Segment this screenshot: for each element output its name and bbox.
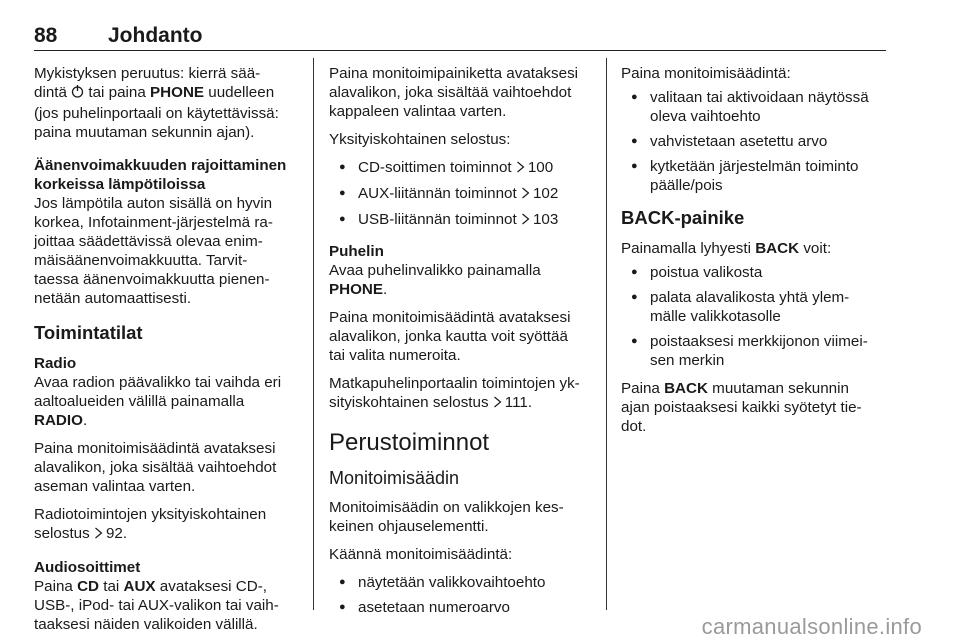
list-item: ● USB-liitännän toiminnot 103 xyxy=(329,210,597,230)
page-reference-link[interactable]: 92 xyxy=(105,525,123,542)
page-header xyxy=(34,24,886,51)
list-item: ● poistaaksesi merkkijonon viimei- sen merkin xyxy=(621,332,889,370)
list-item: ● näytetään valikkovaihtoehto xyxy=(329,573,597,592)
multifunction-knob-heading: Monitoimisäädin xyxy=(329,468,460,488)
page-reference-link[interactable]: 102 xyxy=(532,185,559,202)
mute-paragraph: Mykistyksen peruutus: kierrä sää- dintä tai paina PHONE uudelleen (jos puhelinportaali on käytettävissä: paina muutaman sekunnin ajan). xyxy=(34,65,279,141)
list-item: ● AUX-liitännän toiminnot 102 xyxy=(329,184,597,204)
phone-heading: Puhelin xyxy=(329,243,384,260)
list-item: ● valitaan tai aktivoidaan näytössä oleva vaihtoehto xyxy=(621,88,889,126)
page-title: Johdanto xyxy=(108,24,203,47)
column-1 xyxy=(34,64,302,643)
list-item: ● asetetaan numeroarvo xyxy=(329,598,597,617)
description-list xyxy=(329,158,597,230)
radio-paragraph-3: Radiotoimintojen yksityiskohtainen selostus 92. xyxy=(34,506,267,542)
page-reference-link[interactable]: 103 xyxy=(532,211,559,228)
list-item: ● palata alavalikosta yhtä ylem- mälle valikkotasolle xyxy=(621,288,889,326)
radio-paragraph-2: Paina monitoimisäädintä avataksesi alavalikon, joka sisältää vaihtoehdot aseman valintaa varten. xyxy=(34,440,277,495)
audio-players-heading: Audiosoittimet xyxy=(34,559,141,576)
knob-paragraph-1: Monitoimisäädin on valikkojen kes- keinen ohjauselementti. xyxy=(329,499,564,535)
back-intro: Painamalla lyhyesti BACK voit: xyxy=(621,240,832,257)
power-dial-icon xyxy=(71,84,84,104)
page-reference-link[interactable]: 100 xyxy=(527,159,554,176)
radio-paragraph-1: Avaa radion päävalikko tai vaihda eri aaltoalueiden välillä painamalla RADIO. xyxy=(34,374,282,429)
page-number: 88 xyxy=(34,24,58,47)
column-2 xyxy=(329,64,597,626)
page-reference-arrow-icon xyxy=(521,185,530,204)
phone-paragraph-2: Paina monitoimisäädintä avataksesi alavalikon, jonka kautta voit syöttää tai valita numeroita. xyxy=(329,309,571,364)
list-item: ● vahvistetaan asetettu arvo xyxy=(621,132,889,151)
back-button-heading: BACK-painike xyxy=(621,207,745,228)
turn-knob-list xyxy=(329,573,597,617)
temperature-limit-paragraph: Jos lämpötila auton sisällä on hyvin korkea, Infotainment-järjestelmä ra- joittaa säädettävissä olevaa enim- mäisäänenvoimakkuutta. Tarvit- taessa äänenvoimakkuutta pienen- netään automaattisesti. xyxy=(34,195,273,307)
back-paragraph: Paina BACK muutaman sekunnin ajan poistaaksesi kaikki syötetyt tie- dot. xyxy=(621,380,862,435)
column-divider xyxy=(606,58,607,610)
column-3 xyxy=(621,64,889,445)
list-item: ● poistua valikosta xyxy=(621,263,889,282)
back-list xyxy=(621,263,889,370)
audio-paragraph: Paina CD tai AUX avataksesi CD-, USB-, iPod- tai AUX-valikon tai vaih- taaksesi näiden valikoiden välillä. xyxy=(34,578,279,633)
list-item: ● CD-soittimen toiminnot 100 xyxy=(329,158,597,178)
basic-operation-heading: Perustoiminnot xyxy=(329,429,490,456)
page-reference-arrow-icon xyxy=(94,525,103,544)
page-reference-link[interactable]: 111 xyxy=(504,394,528,411)
phone-paragraph-1: Avaa puhelinvalikko painamalla PHONE. xyxy=(329,262,541,298)
knob-paragraph-2: Käännä monitoimisäädintä: xyxy=(329,546,513,563)
watermark: carmanualsonline.info xyxy=(701,614,922,639)
temperature-limit-heading: Äänenvoimakkuuden rajoittaminen korkeissa lämpötiloissa xyxy=(34,157,287,193)
modes-heading: Toimintatilat xyxy=(34,322,143,343)
phone-paragraph-3: Matkapuhelinportaalin toimintojen yk- sityiskohtainen selostus 111. xyxy=(329,375,580,411)
column-divider xyxy=(313,58,314,610)
list-item: ● kytketään järjestelmän toiminto päälle/pois xyxy=(621,157,889,195)
multifunction-paragraph: Paina monitoimipainiketta avataksesi alavalikon, joka sisältää vaihtoehdot kappaleen valintaa varten. xyxy=(329,65,579,120)
press-knob-label: Paina monitoimisäädintä: xyxy=(621,65,791,82)
page-reference-arrow-icon xyxy=(493,394,502,413)
radio-heading: Radio xyxy=(34,355,77,372)
detailed-description-label: Yksityiskohtainen selostus: xyxy=(329,131,511,148)
page-reference-arrow-icon xyxy=(521,211,530,230)
page-reference-arrow-icon xyxy=(516,159,525,178)
press-knob-list xyxy=(621,88,889,195)
